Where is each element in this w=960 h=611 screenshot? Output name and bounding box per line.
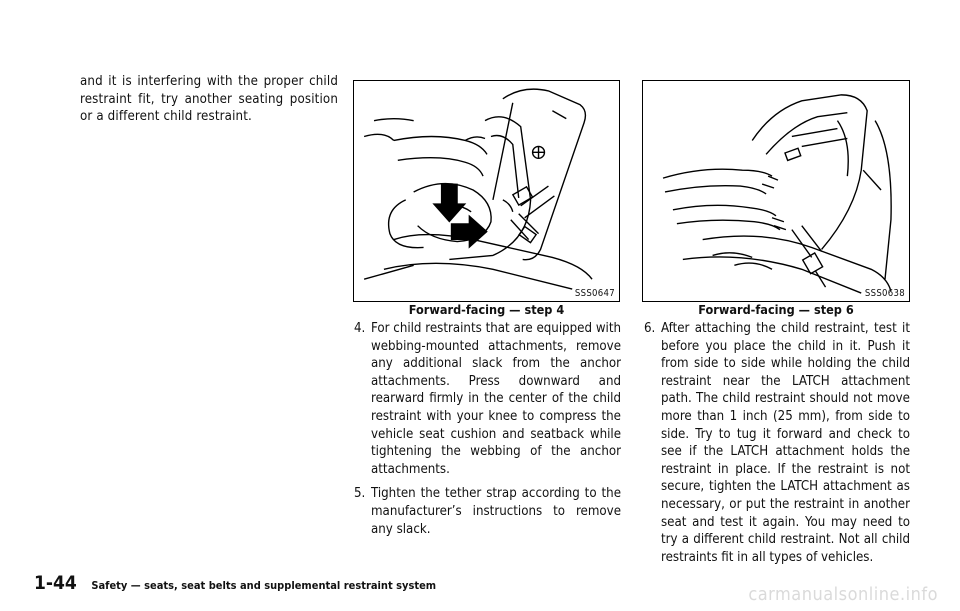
illustration-push-test — [643, 81, 909, 301]
step-text: Tighten the tether strap according to the manufacturer’s instructions to remove any slack. — [371, 486, 621, 537]
figure-caption: Forward-facing — step 6 — [698, 302, 854, 317]
figure-code: SSS0647 — [574, 288, 615, 299]
page-footer — [34, 572, 436, 594]
step-number: 4. — [354, 321, 366, 336]
watermark: carmanualsonline.info — [748, 584, 938, 605]
step-5 — [354, 485, 621, 538]
page-number: 1-44 — [34, 572, 77, 594]
step-4 — [354, 320, 621, 478]
step-number: 6. — [644, 321, 656, 336]
step-text: For child restraints that are equipped with webbing-mounted attachments, remove any additional slack from the anchor attachments. Press downward and rearward firmly in the center of the child restraint with your knee to compress the vehicle seat cushion and seatback while tightening the webbing of the anchor attachments. — [371, 321, 621, 477]
section-title: Safety — seats, seat belts and supplemental restraint system — [91, 579, 437, 592]
steps-list — [644, 320, 910, 573]
figure-step-6 — [642, 80, 910, 302]
step-6 — [644, 320, 910, 566]
figure-step-4 — [353, 80, 620, 302]
steps-list — [354, 320, 621, 545]
illustration-knee-press — [354, 81, 619, 301]
step-text: After attaching the child restraint, test it before you place the child in it. Push it from side to side while holding the child restraint near the LATCH attachment path. The child restraint should not move more than 1 inch (25 mm), from side to side. Try to tug it forward and check to see if the LATCH attachment holds the restraint in place. If the restraint is not secure, tighten the LATCH attachment as necessary, or put the restraint in another seat and test it again. You may need to try a different child restraint. Not all child restraints fit in all types of vehicles. — [661, 321, 910, 565]
step-number: 5. — [354, 486, 366, 502]
intro-paragraph: and it is interfering with the proper child restraint fit, try another seating position or a different child restraint. — [80, 74, 338, 125]
figure-code: SSS0638 — [864, 288, 905, 299]
figure-caption: Forward-facing — step 4 — [408, 302, 565, 317]
